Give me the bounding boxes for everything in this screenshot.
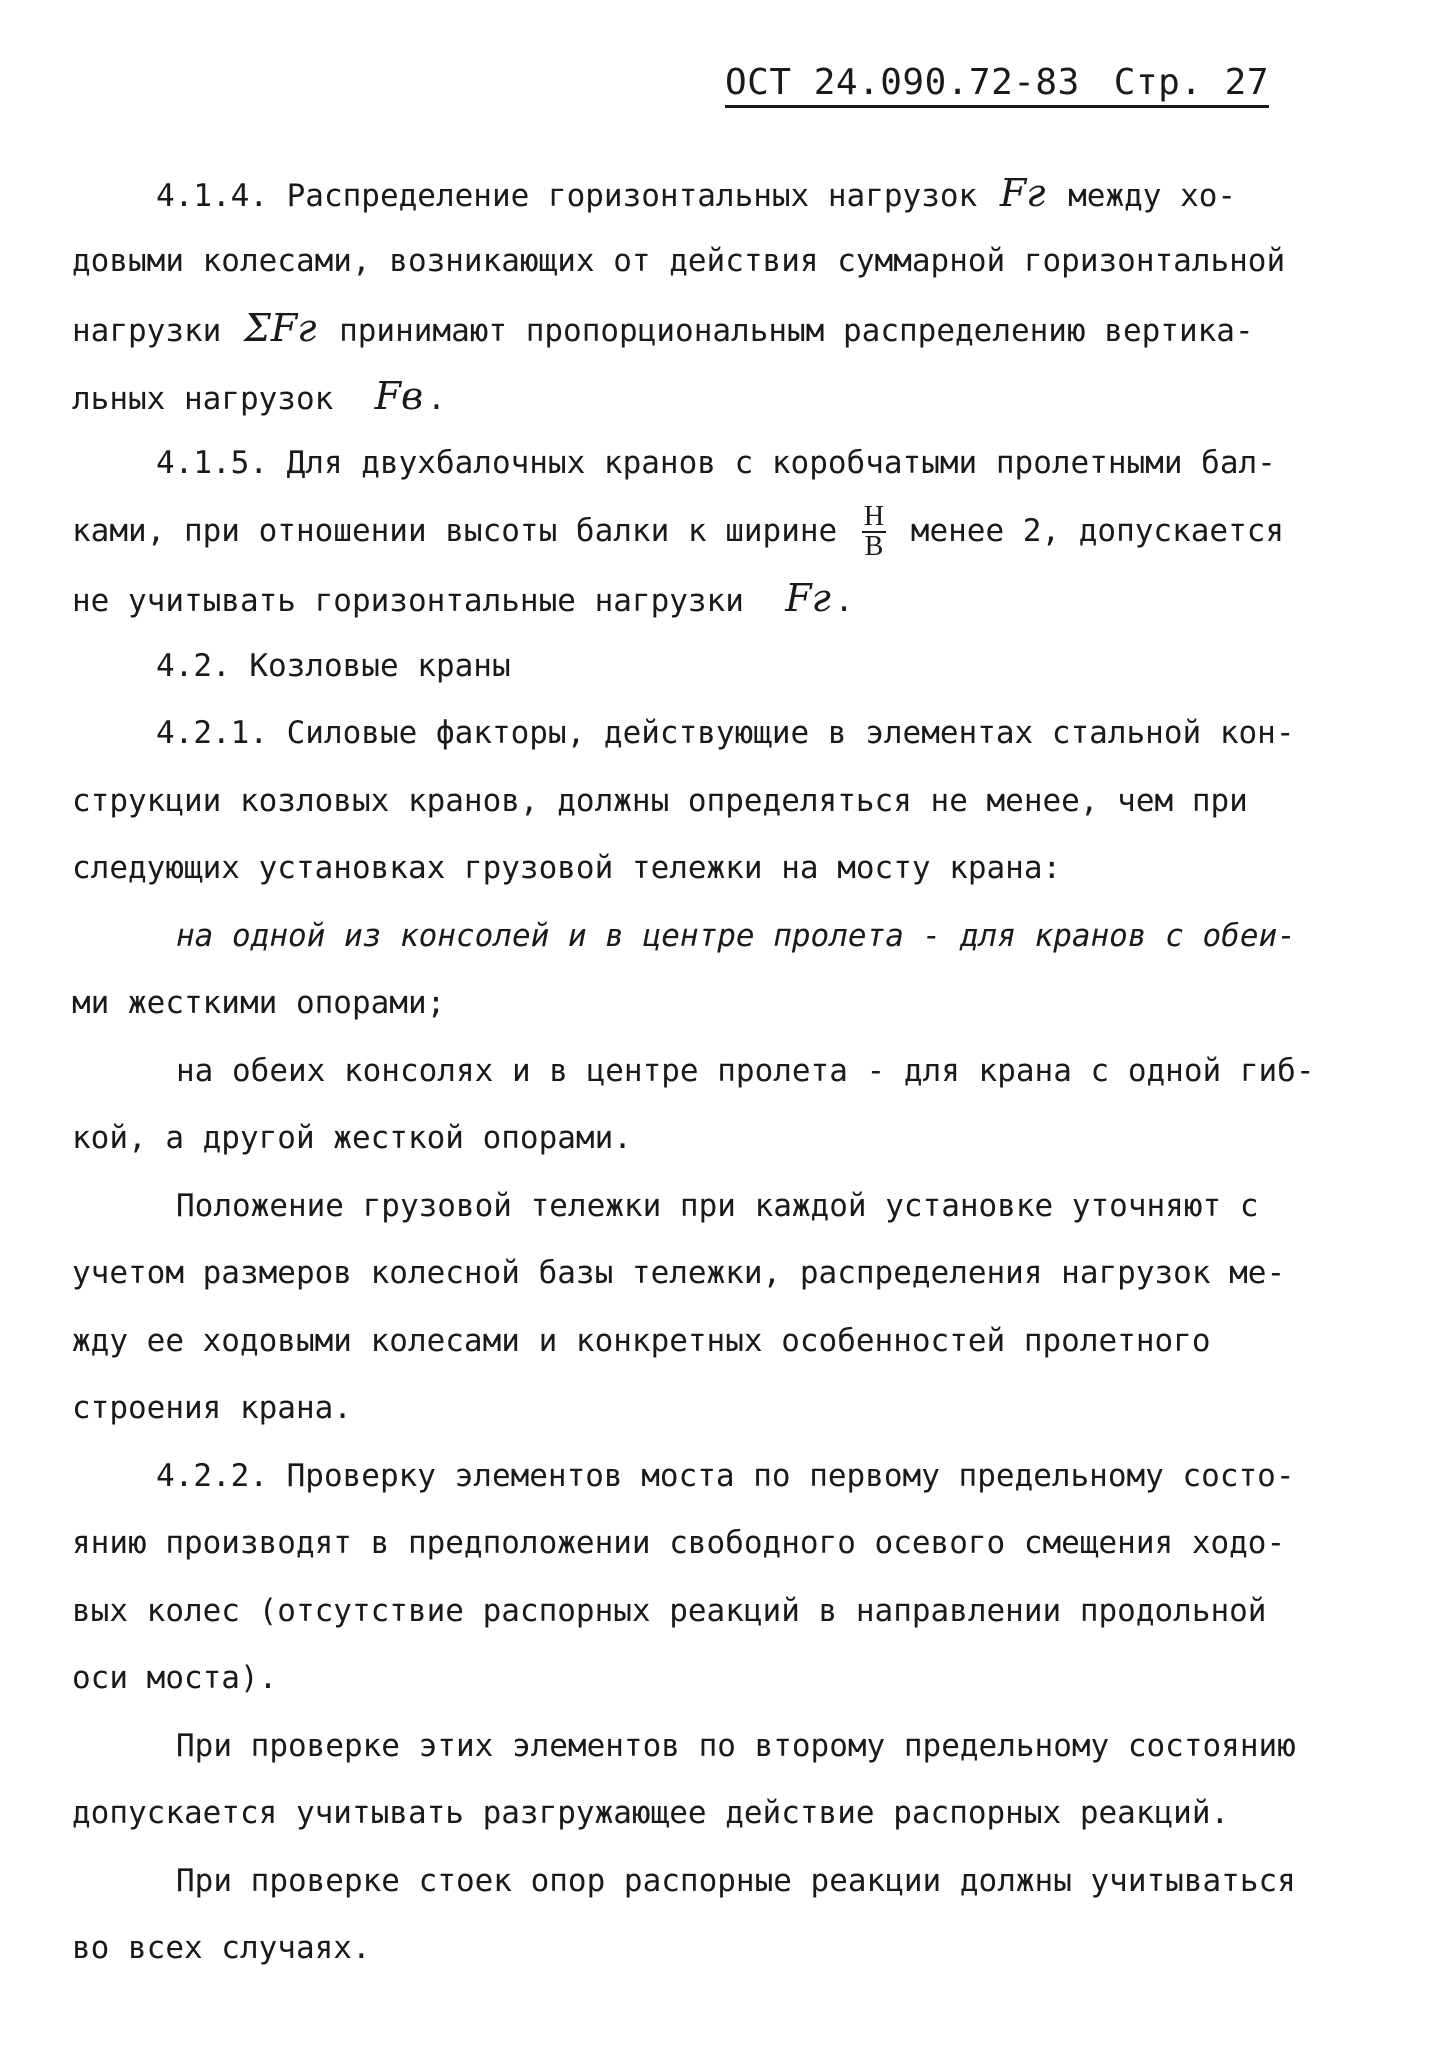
- list-item-line: на одной из консолей и в центре пролета - для кранов с обеи-: [176, 917, 1296, 954]
- force-symbol-sum-fr: ΣFг: [243, 306, 317, 350]
- paragraph-4-2-2-line: вых колес (отсутствие распорных реакций в направлении продольной: [72, 1592, 1267, 1629]
- paragraph-4-1-4-line: довыми колесами, возникающих от действия суммарной горизонтальной: [72, 242, 1286, 279]
- force-symbol-fv: Fв: [374, 373, 424, 418]
- paragraph-4-1-5-line: ками, при отношении высоты балки к ширине $\frac{Н}{В}$ менее 2, допускается: [72, 501, 1285, 562]
- paragraph-4-2-1-line: 4.2.1. Силовые факторы, действующие в элементах стальной кон-: [156, 715, 1295, 751]
- force-symbol-fr: Fг: [999, 171, 1046, 215]
- paragraph-4-2-2-line: 4.2.2. Проверку элементов моста по первому предельному состо-: [156, 1457, 1295, 1494]
- paragraph-supports-line: во всех случаях.: [72, 1930, 371, 1966]
- paragraph-4-1-4-line: льных нагрузок Fв .: [72, 373, 446, 418]
- force-symbol-fr: Fг: [785, 576, 831, 620]
- paragraph-4-2-2-line: оси моста).: [72, 1660, 278, 1696]
- paragraph-check-line: допускается учитывать разгружающее действие распорных реакций.: [72, 1795, 1230, 1831]
- paragraph-4-2-2-line: янию производят в предположении свободного осевого смещения ходо-: [72, 1525, 1286, 1561]
- paragraph-supports-line: При проверке стоек опор распорные реакции должны учитываться: [176, 1862, 1296, 1899]
- list-item-line: ми жесткими опорами;: [72, 985, 446, 1021]
- paragraph-4-1-5-line: не учитывать горизонтальные нагрузки Fг .: [72, 576, 854, 620]
- paragraph-4-2-1-line: струкции козловых кранов, должны определяться не менее, чем при: [72, 782, 1248, 819]
- paragraph-check-line: При проверке этих элементов по второму предельному состоянию: [176, 1727, 1296, 1764]
- document-body: [72, 160, 1402, 1983]
- page-number: Стр. 27: [1113, 62, 1269, 103]
- fraction-h-over-b: $\frac{Н}{В}$: [863, 501, 885, 562]
- document-code: ОСТ 24.090.72-83: [725, 62, 1080, 103]
- paragraph-position-line: жду ее ходовыми колесами и конкретных особенностей пролетного: [72, 1322, 1211, 1359]
- page-header: [725, 62, 1269, 108]
- section-title-4-2: 4.2. Козловые краны: [156, 647, 511, 684]
- paragraph-position-line: учетом размеров колесной базы тележки, распределения нагрузок ме-: [72, 1255, 1286, 1291]
- paragraph-4-2-1-line: следующих установках грузовой тележки на мосту крана:: [72, 850, 1062, 886]
- paragraph-4-1-5-line: 4.1.5. Для двухбалочных кранов с коробчатыми пролетными бал-: [156, 445, 1276, 481]
- paragraph-4-1-4-line: 4.1.4. Распределение горизонтальных нагрузок Fг между хо-: [156, 171, 1237, 215]
- list-item-line: на обеих консолях и в центре пролета - для крана с одной гиб-: [176, 1052, 1315, 1089]
- paragraph-4-1-4-line: нагрузки ΣFг принимают пропорциональным распределению вертика-: [72, 306, 1254, 350]
- paragraph-position-line: строения крана.: [72, 1390, 352, 1426]
- paragraph-position-line: Положение грузовой тележки при каждой установке уточняют с: [176, 1187, 1259, 1224]
- list-item-line: кой, а другой жесткой опорами.: [72, 1120, 632, 1156]
